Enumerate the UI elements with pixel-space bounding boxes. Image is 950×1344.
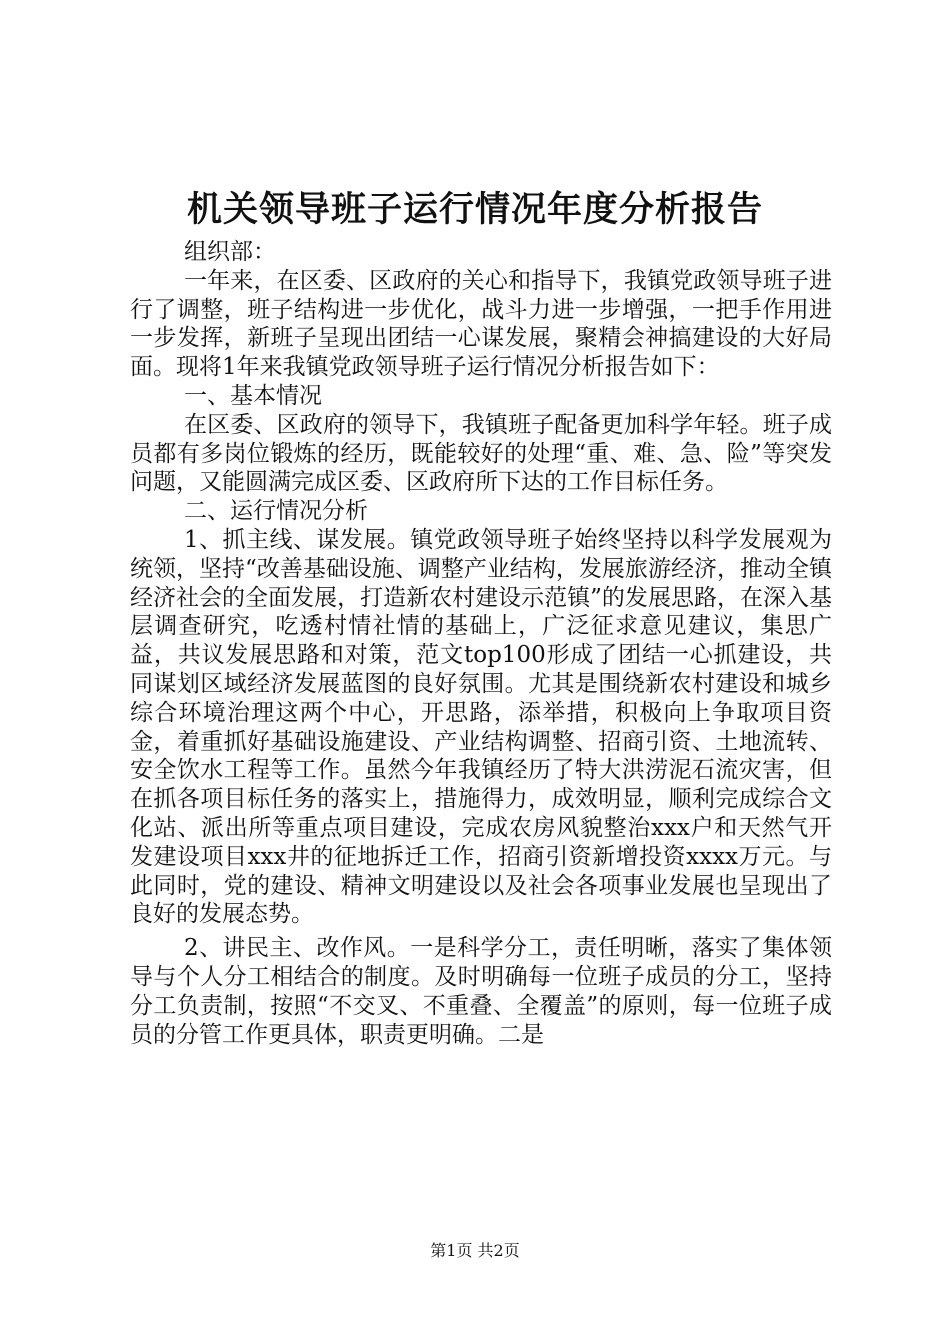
section-heading-analysis: 二、运行情况分析 [184,498,368,525]
salutation-paragraph: 组织部： [184,239,276,265]
analysis-paragraph-2: 2、讲民主、改作风。一是科学分工，责任明晰，落实了集体领导与个人分工相结合的制度。及时明确每一位班子成员的分工，坚持分工负责制，按照“不交叉、不重叠、全覆盖”的原则，每一位班子成员的分管工作更具体，职责更明确。二是 [130,935,832,1048]
page-number-footer: 第1页 共2页 [430,1241,520,1260]
section-heading-basic: 一、基本情况 [184,382,322,409]
document-title: 机关领导班子运行情况年度分析报告 [186,189,763,230]
basic-situation-paragraph: 在区委、区政府的领导下，我镇班子配备更加科学年轻。班子成员都有多岗位锻炼的经历，既能较好的处理“重、难、急、险”等突发问题，又能圆满完成区委、区政府所下达的工作目标任务。 [130,411,832,496]
intro-paragraph: 一年来，在区委、区政府的关心和指导下，我镇党政领导班子进行了调整，班子结构进一步优化，战斗力进一步增强，一把手作用进一步发挥，新班子呈现出团结一心谋发展，聚精会神搞建设的大好局面。现将1年来我镇党政领导班子运行情况分析报告如下： [130,267,832,381]
document-body [130,238,832,1049]
analysis-paragraph-1: 1、抓主线、谋发展。镇党政领导班子始终坚持以科学发展观为统领，坚持“改善基础设施、调整产业结构，发展旅游经济，推动全镇经济社会的全面发展，打造新农村建设示范镇”的发展思路，在深入基层调查研究，吃透村情社情的基础上，广泛征求意见建议，集思广益，共议发展思路和对策，范文top100形成了团结一心抓建设，共同谋划区域经济发展蓝图的良好氛围。尤其是围绕新农村建设和城乡综合环境治理这两个中心，开思路，添举措，积极向上争取项目资金，着重抓好基础设施建设、产业结构调整、招商引资、土地流转、安全饮水工程等工作。虽然今年我镇经历了特大洪涝泥石流灾害，但在抓各项目标任务的落实上，措施得力，成效明显，顺利完成综合文化站、派出所等重点项目建设，完成农房风貌整治xxx户和天然气开发建设项目xxx井的征地拆迁工作，招商引资新增投资xxxx万元。与此同时，党的建设、精神文明建设以及社会各项事业发展也呈现出了良好的发展态势。 [130,526,832,928]
